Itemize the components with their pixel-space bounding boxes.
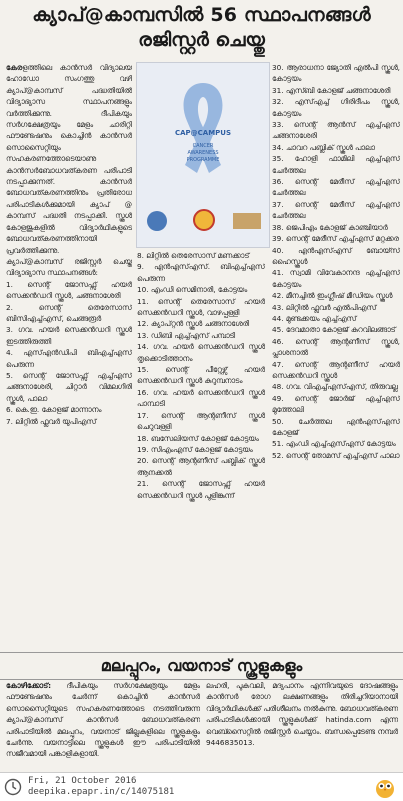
list-item: 38. ജെപിഎം കോളജ് കാഞ്ചിയാർ — [272, 222, 388, 232]
paragraph: ക്യാപ്@കാമ്പസ് രജിസ്റ്റർ ചെയ്ത വിദ്യാഭ്യാസ സ്ഥാപനങ്ങൾ: — [6, 256, 132, 278]
list-item: 37. സെന്റ് മേരീസ് എച്ച്എസ് ചേർത്തല — [272, 199, 400, 221]
logo-subtitle-2: AWARENESS — [187, 150, 219, 156]
list-item: 15. സെന്റ് പീറ്റേഴ്സ് ഹയർ സെക്കൻഡറി സ്കൂൾ കുറുമ്പനാടം — [137, 365, 265, 386]
list-item: 47. സെന്റ് ആന്റണീസ് ഹയർ സെക്കൻഡറി സ്കൂൾ — [272, 359, 400, 380]
paragraph: ലഹരി, പുകവലി, മദ്യപാനം എന്നിവയുടെ ദോഷങ്ങളും കാൻസർ രോഗ ലക്ഷണങ്ങളും തിരിച്ചറിയാനായി വിദ്യാർഥികൾക്ക് പരിശീലനം നൽകുന്നു. ബോധവത്കരണ പരിപാടികൾക്കായി സ്കൂളുകൾക്ക് hatinda.com എന്ന വെബ്സൈറ്റിൽ രജിസ്റ്റർ ചെയ്യാം. ബന്ധപ്പെടേണ്ട നമ്പർ 9446835013. — [206, 681, 398, 748]
list-item: 52. സെന്റ് തോമസ് എച്ച്എസ് പാലാ — [272, 450, 400, 460]
paragraph: ദീപികയും സർഗക്ഷേത്രയും മേളം ഫൗണ്ടേഷനും ചേർന്ന് കൊച്ചിൻ കാൻസർ സൊസൈറ്റിയുടെ സഹകരണത്തോടെ നടത്തിവരുന്ന ക്യാപ്@കാമ്പസ് കാൻസർ ബോധവത്കരണ പരിപാടിയിൽ മലപ്പുറം, വയനാട് ജില്ലകളിലെ സ്കൂളുകളും ചേർന്നു. വയനാട്ടിലെ സ്കൂളുകൾ ഈ പരിപാടിയിൽ സജീവമായി പങ്കാളികളായി. — [6, 681, 200, 759]
subheadline: മലപ്പുറം, വയനാട് സ്കൂളുകളും — [0, 652, 403, 680]
list-item: 14. ഗവ. ഹയർ സെക്കൻഡറി സ്കൂൾ തൃക്കൊടിത്താനം — [137, 342, 265, 363]
list-item: 1. സെന്റ് ജോസഫ്സ് ഹയർ സെക്കൻഡറി സ്കൂൾ, ചങ്ങനാശേരി — [6, 279, 132, 301]
list-item: 42. മീനച്ചിൽ ഇംഗ്ലീഷ് മീഡിയം സ്കൂൾ — [272, 291, 393, 301]
list-item: 10. എംഡി സെമിനാരി, കോട്ടയം — [137, 285, 248, 295]
list-item: 39. സെന്റ് മേരീസ് എച്ച്എസ് മറ്റക്കര — [272, 234, 399, 244]
list-item: 41. സ്വാമി വിവേകാനന്ദ എച്ച്എസ് കോട്ടയം — [272, 268, 400, 289]
list-item: 21. സെന്റ് ജോസഫ്സ് ഹയർ സെക്കൻഡറി സ്കൂൾ പുളിങ്കുന്ന് — [137, 479, 265, 500]
list-item: 48. ഗവ. വിഎച്ച്എസ്എസ്, തിരുവല്ല — [272, 382, 398, 392]
partner-logo-icon — [233, 213, 261, 229]
dateline: കോഴിക്കോട്: — [6, 681, 51, 690]
list-item: 16. ഗവ. ഹയർ സെക്കൻഡറി സ്കൂൾ പാമ്പാടി — [137, 387, 265, 409]
list-item: 45. ദേവമാതാ കോളജ് കുറവിലങ്ങാട് — [272, 325, 396, 335]
campaign-logo-image — [136, 62, 270, 248]
list-item: 3. ഗവ. ഹയർ സെക്കൻഡറി സ്കൂൾ ഇടത്തിരുത്തി — [6, 325, 132, 346]
list-item: 36. സെന്റ് മേരീസ് എച്ച്എസ് ചേർത്തല — [272, 177, 400, 198]
list-item: 33. സെന്റ് ആൻസ് എച്ച്എസ് ചങ്ങനാശേരി — [272, 120, 400, 141]
list-item: 7. ലിറ്റിൽ ഫ്ലവർ യുപിഎസ് — [6, 416, 97, 426]
list-item: 9. എൻഎസ്എസ്. ബിഎച്ച്എസ് പെരുന്ന — [137, 262, 265, 283]
logo-subtitle-3: PROGRAMME — [186, 157, 220, 163]
list-item: 18. ബസേലിയസ് കോളജ് കോട്ടയം — [137, 433, 259, 443]
owl-logo-icon — [373, 775, 397, 799]
clock-icon — [4, 778, 22, 796]
article-column-1 — [6, 62, 132, 692]
list-item: 50. ചേർത്തല എൻഎസ്എസ് കോളജ് — [272, 416, 400, 437]
list-item: 35. ഹോളി ഫാമിലി എച്ച്എസ് ചേർത്തല — [272, 154, 400, 175]
headline-line2: രജിസ്റ്റർ ചെയ്തു — [138, 29, 265, 51]
list-item: 44. മുണ്ടക്കയം എച്ച്എസ് — [272, 313, 357, 323]
partner-logo-icon — [147, 211, 167, 231]
list-item: 17. സെന്റ് ആന്റണീസ് സ്കൂൾ ചെറുവള്ളി — [137, 410, 265, 432]
list-item: 46. സെന്റ് ആന്റണീസ് സ്കൂൾ, പ്ലാശനാൽ — [272, 336, 400, 358]
list-item: 43. ലിറ്റിൽ ഫ്ലവർ എൽപിഎസ് — [272, 302, 377, 312]
list-item: 2. സെന്റ് തെരേസാസ് ബിസിഎച്ച്എസ്, ചെങ്ങരൂർ — [6, 302, 132, 323]
source-url[interactable]: deepika.epapr.in/c/14075181 — [28, 787, 175, 797]
list-item: 31. എസ്ബി കോളജ് ചങ്ങനാശേരി — [272, 85, 391, 95]
list-item: 34. ചാവറ പബ്ലിക് സ്കൂൾ പാലാ — [272, 142, 375, 152]
headline-line1: ക്യാപ്@കാമ്പസിൽ 56 സ്ഥാപനങ്ങൾ — [32, 4, 371, 26]
list-item: 20. സെന്റ് ആന്റണീസ് പബ്ലിക് സ്കൂൾ ആനക്കൽ — [137, 456, 265, 477]
list-item: 8. ലിറ്റിൽ തെരേസാസ് മണക്കാട് — [137, 251, 250, 260]
list-item: 6. കെ.ഇ. കോളജ് മാന്നാനം — [6, 405, 102, 415]
awareness-ribbon-icon — [165, 77, 241, 197]
list-item: 12. ക്യാപ്റ്റൻ സ്കൂൾ ചങ്ങനാശേരി — [137, 319, 250, 329]
list-item: 19. സിഎംഎസ് കോളജ് കോട്ടയം — [137, 444, 253, 454]
list-item: 32. എസ്എച്ച് ഗിരിദീപം സ്കൂൾ, കോട്ടയം — [272, 97, 400, 118]
list-item: 5. സെന്റ് ജോസഫ്സ് എച്ച്എസ് ചങ്ങനാശേരി, ചിറ്റാർ വിമലഗിരി സ്കൂൾ, പാലാ — [6, 370, 132, 403]
list-item: 49. സെന്റ് ജോർജ് എച്ച്എസ് മുത്തോലി — [272, 393, 400, 415]
article-column-3 — [272, 62, 400, 662]
sub-article-right — [206, 680, 398, 772]
logo-subtitle-1: CANCER — [192, 143, 214, 149]
partner-logo-icon — [193, 209, 215, 231]
list-item: 11. സെന്റ് തെരേസാസ് ഹയർ സെക്കൻഡറി സ്കൂൾ, വാഴപ്പള്ളി — [137, 296, 265, 318]
list-item: 4. എസ്എൻഡിപി ബിഎച്ച്എസ് പെരുന്ന — [6, 348, 132, 369]
paragraph: ളത്തിലെ കാൻസർ വിദ്യാലയ ഹോഡോ സംഗത്തു വഴി ക്യാപ്@കാമ്പസ് പദ്ധതിയിൽ വിദ്യാഭ്യാസ സ്ഥാപനങ്ങളും വർത്തിക്കുന്നു. ദീപികയും സർഗക്ഷേത്രയും മേളം ചാരിറ്റി ഫൗണ്ടേഷനും കൊച്ചിൻ കാൻസർ സൊസൈറ്റിയും സഹകരണത്തോടെയാണു കാൻസർബോധവത്കരണ പരിപാടി നടപ്പാക്കുന്നത്. കാൻസർ ബോധവത്കരണത്തിനും പ്രതിരോധ പരിപാടികൾക്കുമായി ക്യാപ് @ കാമ്പസ് പദ്ധതി നടപ്പാക്കി. സ്കൂൾ കോളജുകളിൽ വിദ്യാർഥികളുടെ ബോധവത്കരണത്തിനായി പ്രവർത്തിക്കുന്നു. — [6, 63, 132, 255]
publish-date: Fri, 21 October 2016 — [28, 776, 137, 786]
list-item: 40. എൻഎസ്എസ് ബോയ്സ് ഹൈസ്കൂൾ — [272, 245, 400, 266]
sub-article-left — [6, 680, 200, 772]
article-column-2 — [137, 250, 265, 640]
logo-title: CAP@CAMPUS — [174, 129, 232, 137]
list-item: 51. എംഡി എച്ച്എസ്എസ് കോട്ടയം — [272, 439, 396, 449]
list-item: 30. ആരാധനാ ജ്യോതി എൽപി സ്കൂൾ, കോട്ടയം — [272, 63, 400, 84]
dateline: കേര — [6, 63, 23, 72]
list-item: 13. ഡിബി എച്ച്എസ് പമ്പാടി — [137, 330, 236, 340]
footer-bar — [0, 772, 403, 801]
headline — [0, 0, 403, 56]
